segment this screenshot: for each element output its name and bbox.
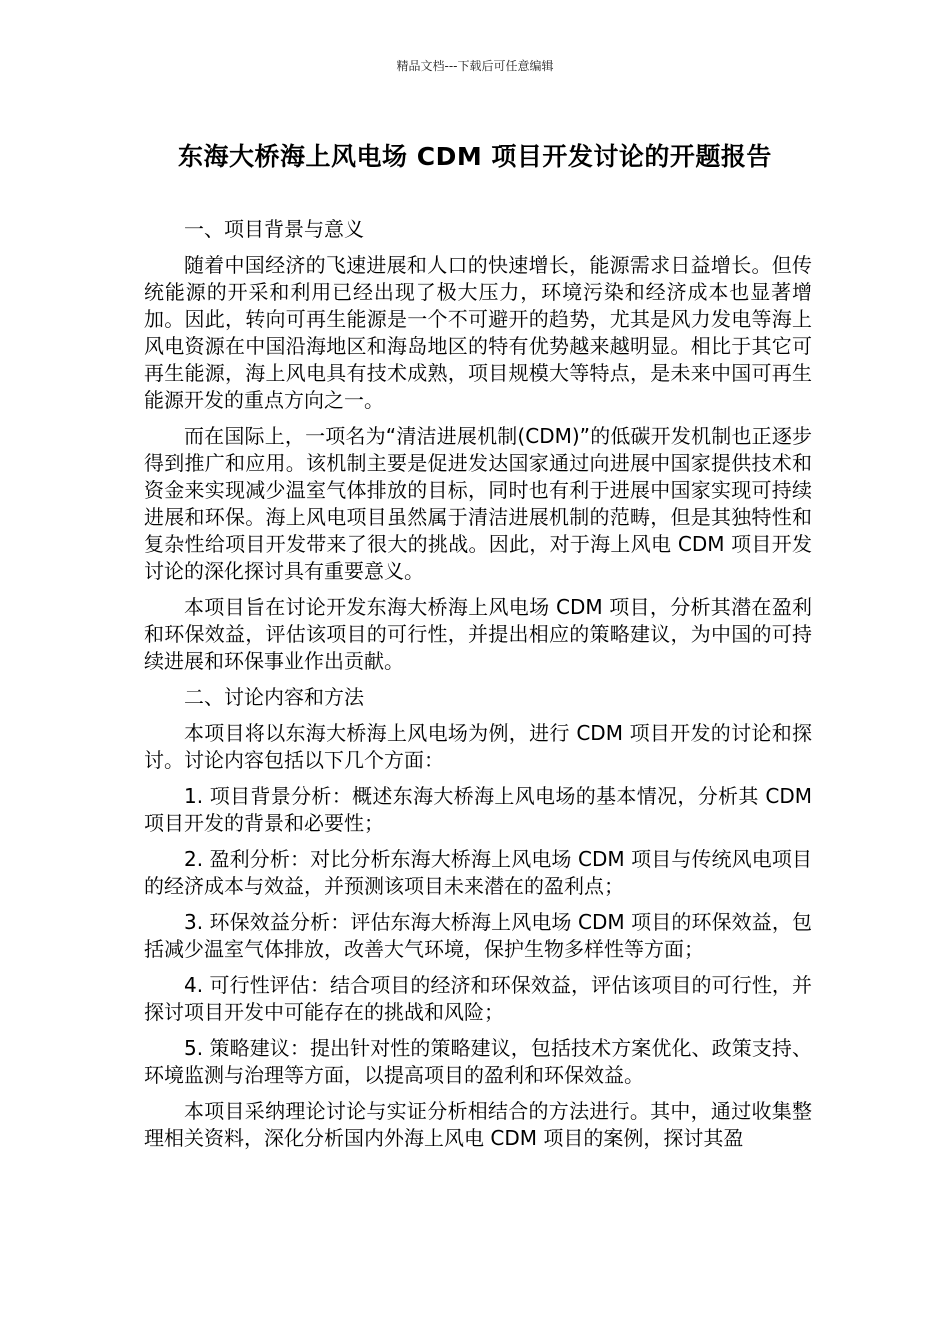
section-heading-content-method: 二、讨论内容和方法 [184, 685, 364, 709]
list-item: 2. 盈利分析：对比分析东海大桥海上风电场 CDM 项目与传统风电项目的经济成本与效益，并预测该项目未来潜在的盈利点； [144, 847, 812, 898]
paragraph: 本项目旨在讨论开发东海大桥海上风电场 CDM 项目，分析其潜在盈利和环保效益，评估该项目的可行性，并提出相应的策略建议，为中国的可持续进展和环保事业作出贡献。 [144, 595, 812, 673]
section-heading-background: 一、项目背景与意义 [184, 217, 364, 241]
list-item: 5. 策略建议：提出针对性的策略建议，包括技术方案优化、政策支持、环境监测与治理等方面，以提高项目的盈利和环保效益。 [144, 1036, 812, 1087]
document-title: 东海大桥海上风电场 CDM 项目开发讨论的开题报告 [178, 142, 772, 171]
paragraph: 而在国际上，一项名为“清洁进展机制(CDM)”的低碳开发机制也正逐步得到推广和应用。该机制主要是促进发达国家通过向进展中国家提供技术和资金来实现减少温室气体排放的目标，同时也有利于进展中国家实现可持续进展和环保。海上风电项目虽然属于清洁进展机制的范畴，但是其独特性和复杂性给项目开发带来了很大的挑战。因此，对于海上风电 CDM 项目开发讨论的深化探讨具有重要意义。 [144, 424, 812, 583]
paragraph: 随着中国经济的飞速进展和人口的快速增长，能源需求日益增长。但传统能源的开采和利用已经出现了极大压力，环境污染和经济成本也显著增加。因此，转向可再生能源是一个不可避开的趋势，尤其是风力发电等海上风电资源在中国沿海地区和海岛地区的特有优势越来越明显。相比于其它可再生能源，海上风电具有技术成熟，项目规模大等特点，是未来中国可再生能源开发的重点方向之一。 [144, 253, 812, 412]
list-item: 4. 可行性评估：结合项目的经济和环保效益，评估该项目的可行性，并探讨项目开发中可能存在的挑战和风险； [144, 973, 812, 1024]
document-body [144, 216, 812, 1161]
paragraph: 本项目采纳理论讨论与实证分析相结合的方法进行。其中，通过收集整理相关资料，深化分析国内外海上风电 CDM 项目的案例，探讨其盈 [144, 1099, 812, 1150]
paragraph: 本项目将以东海大桥海上风电场为例，进行 CDM 项目开发的讨论和探讨。讨论内容包括以下几个方面： [144, 721, 812, 772]
list-item: 1. 项目背景分析：概述东海大桥海上风电场的基本情况，分析其 CDM 项目开发的背景和必要性； [144, 784, 812, 835]
header-note: 精品文档---下载后可任意编辑 [396, 59, 554, 73]
list-item: 3. 环保效益分析：评估东海大桥海上风电场 CDM 项目的环保效益，包括减少温室气体排放，改善大气环境，保护生物多样性等方面； [144, 910, 812, 961]
